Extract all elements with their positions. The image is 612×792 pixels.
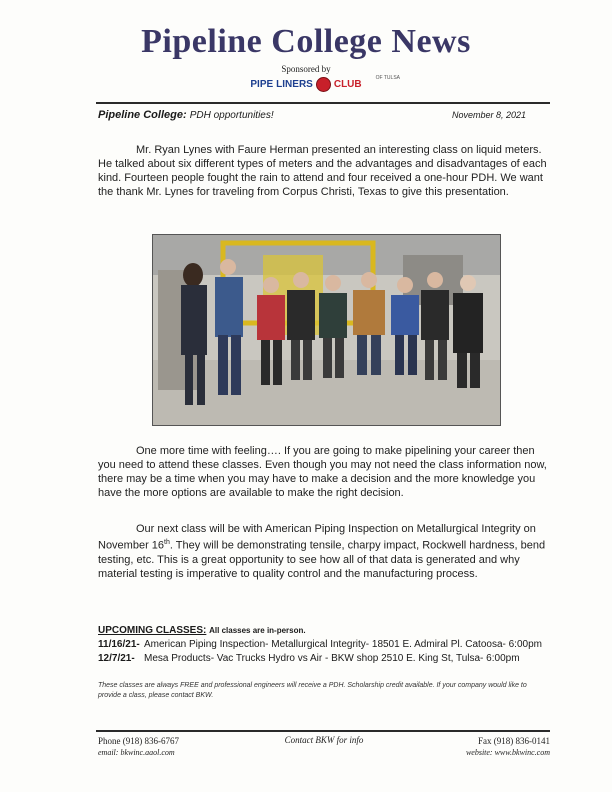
class-item [98, 638, 558, 652]
logo-subtitle: OF TULSA [375, 75, 400, 81]
paragraph-3-part-1: Our next class will be with American Piping Inspection on Metallurgical Integrity on November 16 [98, 523, 536, 552]
footer-phone: Phone (918) 836-6767 [98, 736, 179, 746]
headline-title: Pipeline College: [98, 109, 187, 121]
footer-fax: Fax (918) 836-0141 [478, 736, 550, 746]
logo-word-pipe: PIPE [250, 79, 274, 90]
paragraph-1: Mr. Ryan Lynes with Faure Herman presented an interesting class on liquid meters. He talked about six different types of meters and the advantages and disadvantages of each kind. Fourteen people fought the rain to attend and four received a one-hour PDH. We want the thank Mr. Lynes for traveling from Corpus Christi, Texas to give this presentation. [98, 144, 547, 198]
paragraph-2: One more time with feeling…. If you are going to make pipelining your career then you need to attend these classes. Even though you may not need the class information now, there may be a time when you may have to make a decision and the more knowledge you have the more options are available to make the right decision. [98, 445, 547, 499]
footer-website: website: www.bkwinc.com [465, 748, 550, 757]
footnote: These classes are always FREE and professional engineers will receive a PDH. Scholarship credit available. If your company would like to provide a class, please contact BKW. [98, 682, 527, 699]
paragraph-3-part-2: . They will be demonstrating tensile, charpy impact, Rockwell hardness, bend testing, etc. This is a great opportunity to see how all of that data is generated and why material testing is imperative to quality control and the manufacturing process. [98, 539, 546, 580]
class-date: 11/16/21- [98, 639, 140, 650]
article-date: November 8, 2021 [451, 110, 526, 120]
pipe-liners-club-logo [250, 77, 361, 92]
logo-word-liners: LINERS [276, 79, 313, 90]
footer [98, 735, 550, 765]
headline-subtitle: PDH opportunities! [189, 110, 274, 121]
footer-right [466, 735, 550, 759]
footer-contact: Contact BKW for info [284, 735, 364, 745]
group-photo-image [153, 235, 500, 425]
logo-word-club: CLUB [333, 79, 362, 90]
footer-email: email: bkwinc.aaol.com [98, 748, 175, 757]
upcoming-heading: UPCOMING CLASSES: [98, 625, 207, 636]
class-item [98, 652, 558, 666]
sponsored-by-label: Sponsored by [281, 64, 331, 74]
footer-rule [96, 730, 550, 732]
logo-emblem-icon [316, 77, 331, 92]
class-description: American Piping Inspection- Metallurgical Integrity- 18501 E. Admiral Pl. Catoosa- 6:00pm [144, 639, 542, 650]
header-rule [96, 102, 550, 104]
upcoming-classes [98, 624, 558, 666]
group-photo [152, 234, 501, 426]
upcoming-note: All classes are in-person. [209, 626, 306, 635]
masthead [0, 22, 612, 92]
paragraph-3-superscript: th [164, 539, 170, 546]
paragraph-3 [98, 522, 550, 581]
class-date: 12/7/21- [98, 653, 135, 664]
newsletter-title: Pipeline College News [141, 23, 471, 60]
upcoming-header [98, 624, 558, 638]
article-headline [98, 109, 550, 125]
class-description: Mesa Products- Vac Trucks Hydro vs Air - BKW shop 2510 E. King St, Tulsa- 6:00pm [144, 653, 520, 664]
